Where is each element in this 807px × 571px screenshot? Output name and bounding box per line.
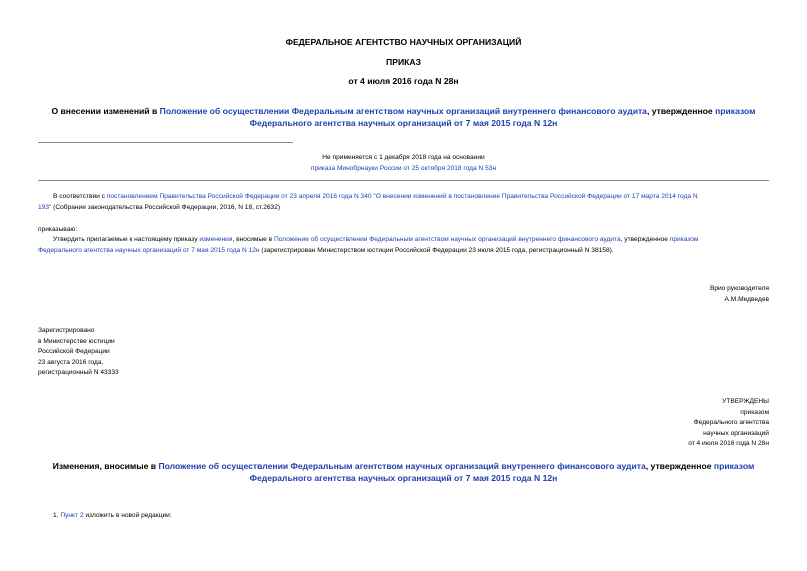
approved-line: научных организаций [703, 429, 769, 437]
approved-line: Федерального агентства [693, 419, 769, 426]
order-text-1: Утвердить прилагаемые к настоящему приказу [53, 236, 200, 243]
order-text-4: (зарегистрирован Министерством юстиции Российской Федерации 23 июля 2015 года, регистрационный N 38158). [259, 246, 614, 254]
changes-order-link-word[interactable]: приказом [713, 461, 755, 471]
changes-title-prefix: Изменения, вносимые в [52, 461, 159, 471]
long-divider [38, 180, 769, 181]
item-1 [53, 511, 172, 522]
signature-position: Врио руководителя [709, 285, 769, 292]
order-text-2: , вносимые в [232, 236, 275, 243]
notice-link[interactable]: приказа Минобрнауки России от 25 октября 2018 года N 53н [310, 165, 497, 172]
short-divider [38, 142, 293, 143]
approved-line: УТВЕРЖДЕНЫ [722, 398, 769, 405]
approved-block [688, 397, 769, 450]
preamble-suffix: (Собрание законодательства Российской Федерации, 2016, N 18, ст.2632) [51, 203, 281, 211]
signature-block [710, 284, 769, 305]
agency-name: ФЕДЕРАЛЬНОЕ АГЕНТСТВО НАУЧНЫХ ОРГАНИЗАЦИЙ [285, 37, 522, 47]
order-word: приказываю: [38, 226, 78, 233]
title-prefix: О внесении изменений в [51, 106, 160, 116]
order-link-word[interactable]: приказом [715, 106, 756, 116]
document-date-number: от 4 июля 2016 года N 28н [348, 76, 459, 86]
order-paragraph [38, 235, 769, 256]
order-link-2-word[interactable]: приказом [669, 236, 699, 243]
notice-line: Не применяется с 1 декабря 2018 года на основании [322, 154, 485, 161]
government-decree-link-end[interactable]: 193" [38, 203, 52, 211]
changes-regulation-link[interactable]: Положение об осуществлении Федеральным агентством научных организаций внутреннего финансового аудита [158, 461, 646, 471]
changes-title-mid: , утвержденное [645, 461, 714, 471]
changes-order-link-rest[interactable]: Федерального агентства научных организаций от 7 мая 2015 года N 12н [249, 473, 558, 483]
order-text-3: , утвержденное [620, 236, 670, 243]
registration-line: в Министерстве юстиции [38, 337, 115, 345]
approved-line: от 4 июля 2016 года N 28н [688, 440, 769, 447]
registration-line: 23 августа 2016 года, [38, 358, 104, 366]
order-link-rest[interactable]: Федерального агентства научных организаций от 7 мая 2015 года N 12н [249, 118, 558, 128]
registration-block [38, 326, 119, 379]
registration-line: регистрационный N 43333 [38, 369, 119, 376]
changes-title [0, 460, 807, 484]
regulation-link[interactable]: Положение об осуществлении Федеральным агентством научных организаций внутреннего финансового аудита [159, 106, 647, 116]
item-1-number: 1. [53, 512, 61, 519]
document-type: ПРИКАЗ [386, 57, 421, 67]
changes-link[interactable]: изменения [199, 236, 233, 243]
order-link-2-rest[interactable]: Федерального агентства научных организаций от 7 мая 2015 года N 12н [38, 246, 260, 254]
preamble-prefix: В соответствии с [53, 193, 107, 200]
notice-link-line [0, 164, 807, 175]
preamble-paragraph [38, 192, 769, 213]
government-decree-link[interactable]: постановлением Правительства Российской Федерации от 23 апреля 2016 года N 340 "О внесении изменений в постановление Правительства Российской Федерации от 17 марта 2014 года N [106, 193, 698, 200]
registration-line: Зарегистрировано [38, 327, 95, 334]
document-title [0, 105, 807, 129]
registration-line: Российской Федерации [38, 348, 110, 355]
item-1-link[interactable]: Пункт 2 [60, 512, 84, 519]
approved-line: приказом [740, 408, 769, 416]
item-1-text: изложить в новой редакции: [83, 512, 172, 519]
regulation-link-2[interactable]: Положение об осуществлении Федеральным агентством научных организаций внутреннего финансового аудита [274, 236, 621, 243]
title-mid: , утвержденное [646, 106, 716, 116]
signature-name: А.М.Медведев [724, 295, 769, 303]
